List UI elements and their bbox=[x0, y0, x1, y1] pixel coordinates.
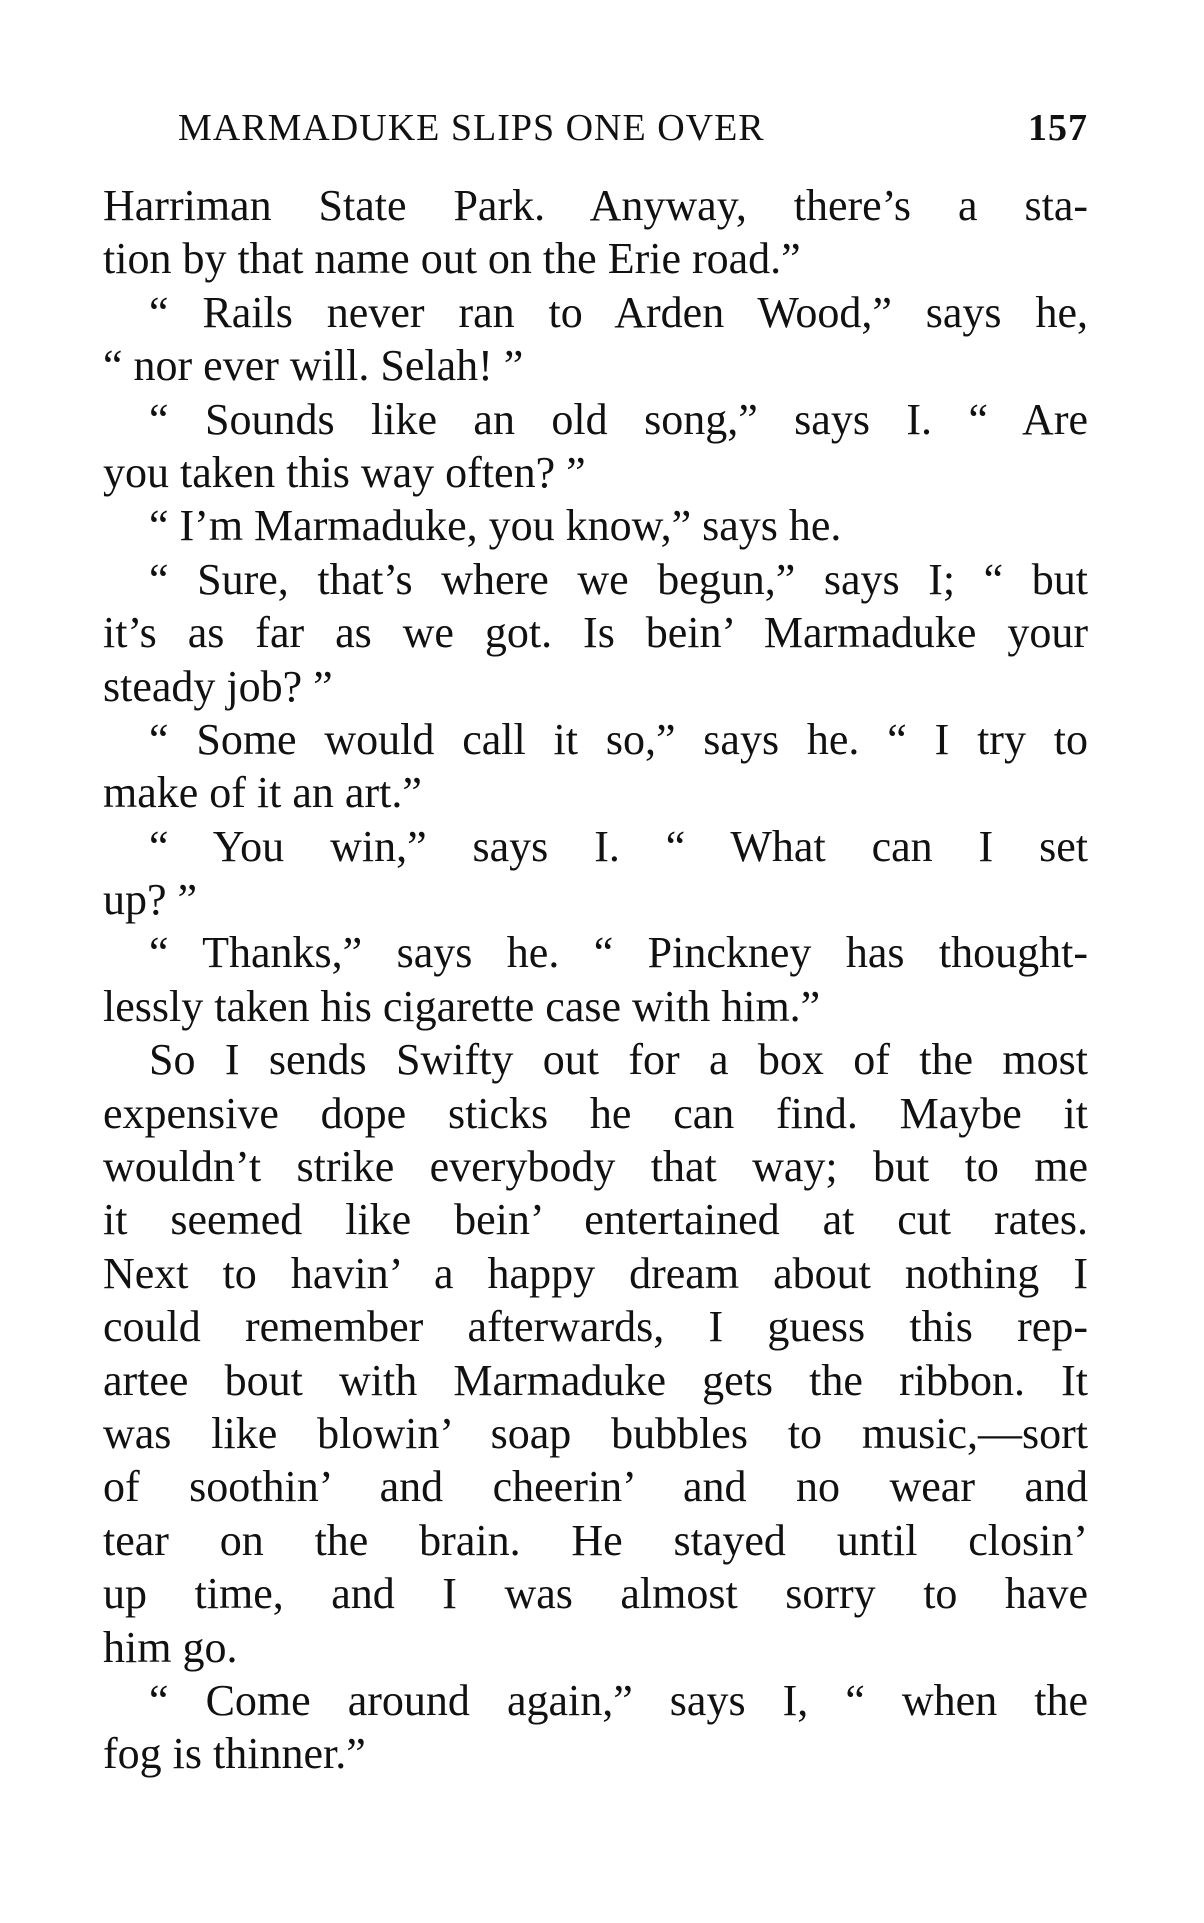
running-title: MARMADUKE SLIPS ONE OVER bbox=[178, 107, 765, 149]
text-line: was like blowin’ soap bubbles to music,—sort bbox=[103, 1408, 1088, 1458]
text-line: it seemed like bein’ entertained at cut rates. bbox=[103, 1195, 1088, 1245]
text-line: wouldn’t strike everybody that way; but to me bbox=[103, 1142, 1088, 1192]
text-line: “ Rails never ran to Arden Wood,” says he, bbox=[149, 287, 1088, 337]
text-line: “ Sounds like an old song,” says I. “ Are bbox=[149, 394, 1088, 444]
text-line: “ I’m Marmaduke, you know,” says he. bbox=[149, 501, 842, 551]
text-line: “ nor ever will. Selah! ” bbox=[103, 341, 524, 391]
text-line: up? ” bbox=[103, 875, 198, 925]
text-line: you taken this way often? ” bbox=[103, 447, 586, 497]
text-line: steady job? ” bbox=[103, 661, 333, 711]
text-line: fog is thinner.” bbox=[103, 1729, 366, 1779]
text-line: could remember afterwards, I guess this rep- bbox=[103, 1302, 1088, 1352]
page-number: 157 bbox=[1028, 107, 1088, 149]
text-line: “ Come around again,” says I, “ when the bbox=[149, 1675, 1088, 1725]
text-line: tion by that name out on the Erie road.” bbox=[103, 234, 801, 284]
text-line: “ You win,” says I. “ What can I set bbox=[149, 821, 1088, 871]
text-line: So I sends Swifty out for a box of the most bbox=[149, 1035, 1088, 1085]
running-head bbox=[178, 106, 1088, 156]
text-line: “ Some would call it so,” says he. “ I try to bbox=[149, 714, 1088, 764]
text-line: of soothin’ and cheerin’ and no wear and bbox=[103, 1462, 1088, 1512]
text-line: artee bout with Marmaduke gets the ribbon. It bbox=[103, 1355, 1088, 1405]
text-line: him go. bbox=[103, 1622, 238, 1672]
text-line: it’s as far as we got. Is bein’ Marmaduke your bbox=[103, 608, 1088, 658]
text-line: lessly taken his cigarette case with him.” bbox=[103, 981, 821, 1031]
text-line: Harriman State Park. Anyway, there’s a sta- bbox=[103, 181, 1088, 230]
text-line: expensive dope sticks he can find. Maybe it bbox=[103, 1088, 1088, 1138]
text-line: make of it an art.” bbox=[103, 768, 422, 818]
text-line: tear on the brain. He stayed until closin’ bbox=[103, 1515, 1088, 1565]
text-line: up time, and I was almost sorry to have bbox=[103, 1569, 1088, 1619]
body-text bbox=[103, 179, 1088, 1781]
text-line: “ Sure, that’s where we begun,” says I; “ but bbox=[149, 554, 1088, 604]
text-line: “ Thanks,” says he. “ Pinckney has thought- bbox=[149, 928, 1088, 978]
text-line: Next to havin’ a happy dream about nothing I bbox=[103, 1248, 1088, 1298]
